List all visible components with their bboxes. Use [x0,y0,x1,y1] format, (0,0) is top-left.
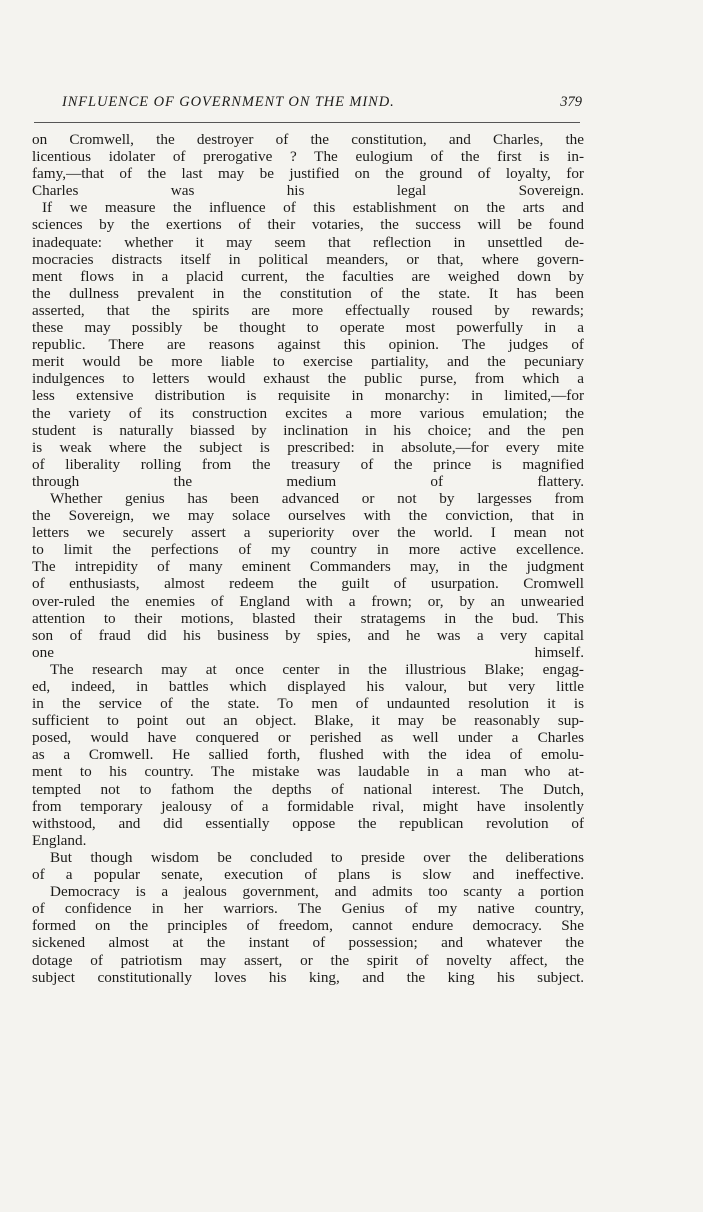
text-line: less extensive distribution is requisite in monarchy: in limited,—for [32,387,584,405]
header-rule [34,122,580,123]
paragraph [32,490,584,661]
text-line: Charles was his legal Sovereign. [32,182,584,200]
text-line: licentious idolater of prerogative ? The eulogium of the first is in- [32,148,584,166]
text-line: on Cromwell, the destroyer of the constitution, and Charles, the [32,131,584,148]
text-line: the dullness prevalent in the constitution of the state. It has been [32,284,584,302]
text-line: to limit the perfections of my country in more active excellence. [32,541,584,559]
text-line: letters we securely assert a superiority over the world. I mean not [32,524,584,542]
page-number: 379 [560,94,582,110]
text-line: student is naturally biassed by inclination in his choice; and the pen [32,421,584,439]
text-line: the Sovereign, we may solace ourselves with the conviction, that in [32,507,584,525]
text-line: attention to their motions, blasted their stratagems in the bud. This [32,609,584,627]
text-line: in the service of the state. To men of undaunted resolution it is [32,695,584,713]
text-line: republic. There are reasons against this opinion. The judges of [32,336,584,354]
text-line: ed, indeed, in battles which displayed his valour, but very little [32,678,584,695]
text-line: sickened almost at the instant of possession; and whatever the [32,934,584,952]
text-line: these may possibly be thought to operate most powerfully in a [32,319,584,337]
text-line: sufficient to point out an object. Blake, it may be reasonably sup- [32,712,584,730]
page-header [62,94,582,118]
text-line: asserted, that the spirits are more effectually roused by rewards; [32,301,584,319]
body-text [32,131,584,986]
paragraph [32,661,584,849]
text-line: is weak where the subject is prescribed: in absolute,—for every mite [32,438,584,456]
paragraph [32,131,584,199]
text-line: son of fraud did his business by spies, and he was a very capital [32,626,584,644]
text-line: from temporary jealousy of a formidable rival, might have insolently [32,797,584,815]
text-line: merit would be more liable to exercise partiality, and the pecuniary [32,353,584,371]
text-line: The intrepidity of many eminent Commanders may, in the judgment [32,558,584,576]
text-line: If we measure the influence of this establishment on the arts and [42,199,584,217]
text-line: withstood, and did essentially oppose the republican revolution of [32,814,584,832]
text-line: posed, would have conquered or perished as well under a Charles [32,729,584,747]
text-line: inadequate: whether it may seem that reflection in unsettled de- [32,233,584,251]
paragraph [32,883,584,986]
text-line: England. [32,831,87,849]
text-line: the variety of its construction excites a more various emulation; the [32,404,584,422]
text-line: mocracies distracts itself in political meanders, or that, where govern- [32,250,584,268]
running-title: INFLUENCE OF GOVERNMENT ON THE MIND. [62,94,395,110]
text-line: ment to his country. The mistake was laudable in a man who at- [32,763,584,781]
text-line: of liberality rolling from the treasury of the prince is magnified [32,455,584,473]
text-line: famy,—that of the last may be justified on the ground of loyalty, for [32,165,584,183]
text-line: Whether genius has been advanced or not by largesses from [50,489,584,507]
text-line: of confidence in her warriors. The Genius of my native country, [32,900,584,918]
text-line: dotage of patriotism may assert, or the spirit of novelty affect, the [32,951,584,969]
text-line: as a Cromwell. He sallied forth, flushed with the idea of emolu- [32,746,584,764]
text-line: tempted not to fathom the depths of national interest. The Dutch, [32,780,584,798]
text-line: subject constitutionally loves his king, and the king his subject. [32,968,584,986]
text-line: Democracy is a jealous government, and admits too scanty a portion [50,883,584,901]
text-line: of enthusiasts, almost redeem the guilt of usurpation. Cromwell [32,575,584,593]
text-line: ment flows in a placid current, the faculties are weighed down by [32,267,584,285]
paragraph [32,849,584,883]
text-line: formed on the principles of freedom, cannot endure democracy. She [32,917,584,935]
text-line: of a popular senate, execution of plans is slow and ineffective. [32,866,584,884]
text-line: one himself. [32,643,584,661]
text-line: over-ruled the enemies of England with a frown; or, by an unwearied [32,592,584,610]
paragraph [32,199,584,490]
text-line: through the medium of flattery. [32,472,584,490]
text-line: sciences by the exertions of their votaries, the success will be found [32,216,584,234]
text-line: But though wisdom be concluded to preside over the deliberations [50,848,584,866]
text-line: indulgences to letters would exhaust the public purse, from which a [32,370,584,388]
text-line: The research may at once center in the illustrious Blake; engag- [50,660,584,678]
